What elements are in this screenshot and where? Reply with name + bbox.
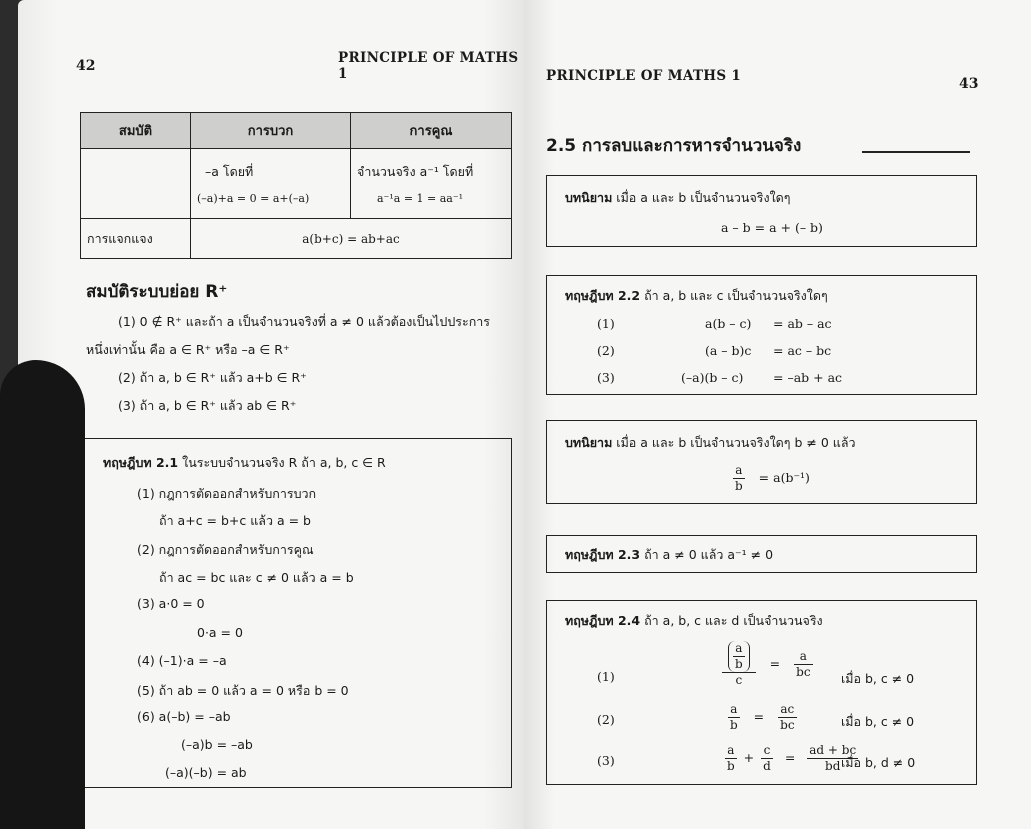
heading-underline — [862, 151, 970, 153]
subsystem-item: (2) ถ้า a, b ∈ R⁺ แล้ว a+b ∈ R⁺ — [118, 370, 307, 385]
theorem-item-lhs: a(b – c) — [705, 316, 752, 331]
theorem-item-label: (2) — [597, 343, 615, 358]
table-cell — [191, 149, 351, 219]
left-page — [18, 0, 524, 829]
table-row — [81, 219, 512, 259]
subsystem-heading: สมบัติระบบย่อย R⁺ — [86, 282, 228, 302]
running-head-left: PRINCIPLE OF MATHS 1 — [338, 50, 519, 82]
theorem-line: (3) a·0 = 0 — [137, 596, 205, 611]
table-header-row — [81, 113, 512, 149]
page-number-left: 42 — [76, 58, 96, 74]
theorem-statement: ถ้า a ≠ 0 แล้ว a⁻¹ ≠ 0 — [644, 547, 774, 562]
table-cell — [81, 149, 191, 219]
table-header: การบวก — [191, 113, 351, 149]
running-head-right: PRINCIPLE OF MATHS 1 — [546, 68, 742, 84]
theorem-line: ถ้า ac = bc และ c ≠ 0 แล้ว a = b — [159, 570, 354, 585]
inverse-mul-formula: a⁻¹a = 1 = aa⁻¹ — [377, 192, 464, 205]
inverse-add-label: –a โดยที่ — [205, 164, 254, 179]
theorem-title: ทฤษฎีบท 2.1 — [103, 455, 179, 470]
theorem-2-2-box — [546, 275, 977, 395]
theorem-title: ทฤษฎีบท 2.3 — [565, 547, 641, 562]
theorem-item-label: (3) — [597, 370, 615, 385]
properties-table — [80, 112, 512, 259]
section-heading: 2.5 การลบและการหารจำนวนจริง — [546, 136, 802, 156]
theorem-item-lhs: (a – b)c — [705, 343, 752, 358]
theorem-item-label: (3) — [597, 753, 615, 768]
definition-formula-rhs: = a(b⁻¹) — [758, 470, 810, 485]
page-number-right: 43 — [959, 76, 979, 92]
fraction-equation: $\frac{a}{b}$ = $\frac{ac}{bc}$ — [730, 702, 795, 732]
right-page — [524, 0, 1031, 829]
table-cell — [351, 149, 512, 219]
definition-text: เมื่อ a และ b เป็นจำนวนจริงใดๆ b ≠ 0 แล้ว — [616, 435, 856, 450]
theorem-line: (1) กฎการตัดออกสำหรับการบวก — [137, 486, 317, 501]
theorem-line: (6) a(–b) = –ab — [137, 709, 231, 724]
theorem-title: ทฤษฎีบท 2.2 — [565, 288, 641, 303]
definition-subtraction-box — [546, 175, 977, 247]
theorem-line: ถ้า a+c = b+c แล้ว a = b — [159, 513, 311, 528]
theorem-line: (–a)b = –ab — [181, 737, 253, 752]
subsystem-item: หนึ่งเท่านั้น คือ a ∈ R⁺ หรือ –a ∈ R⁺ — [86, 342, 290, 357]
division-fraction: $\frac{a}{b}$ — [735, 463, 743, 493]
theorem-2-4-box — [546, 600, 977, 785]
theorem-line: (2) กฎการตัดออกสำหรับการคูณ — [137, 542, 314, 557]
theorem-item-condition: เมื่อ b, c ≠ 0 — [841, 671, 915, 686]
theorem-item-label: (1) — [597, 669, 615, 684]
inverse-mul-label: จำนวนจริง a⁻¹ โดยที่ — [357, 164, 474, 179]
subsystem-item: (1) 0 ∉ R⁺ และถ้า a เป็นจำนวนจริงที่ a ≠ 0 แล้วต้องเป็นไปประการ — [118, 314, 491, 329]
theorem-item-rhs: = ac – bc — [773, 343, 832, 358]
fraction-sum-equation: $\frac{a}{b}$ + $\frac{c}{d}$ = $\frac{ad + bc}{bd}$ — [727, 743, 857, 773]
theorem-item-condition: เมื่อ b, d ≠ 0 — [841, 755, 916, 770]
theorem-statement: ถ้า a, b, c และ d เป็นจำนวนจริง — [644, 613, 823, 628]
theorem-item-lhs: (–a)(b – c) — [681, 370, 744, 385]
definition-division-box — [546, 420, 977, 504]
thumb-shadow — [0, 360, 85, 829]
compound-fraction: $\frac{\frac{a}{b}}{c}$ = $\frac{a}{bc}$ — [722, 641, 813, 688]
table-row — [81, 149, 512, 219]
table-cell: การแจกแจง — [81, 219, 191, 259]
definition-title: บทนิยาม — [565, 435, 613, 450]
theorem-item-label: (1) — [597, 316, 615, 331]
theorem-line: (5) ถ้า ab = 0 แล้ว a = 0 หรือ b = 0 — [137, 683, 349, 698]
table-header: สมบัติ — [81, 113, 191, 149]
theorem-item-rhs: = ab – ac — [773, 316, 832, 331]
theorem-statement: ถ้า a, b และ c เป็นจำนวนจริงใดๆ — [644, 288, 828, 303]
theorem-line: 0·a = 0 — [197, 625, 243, 640]
subsystem-item: (3) ถ้า a, b ∈ R⁺ แล้ว ab ∈ R⁺ — [118, 398, 297, 413]
theorem-statement: ในระบบจำนวนจริง R ถ้า a, b, c ∈ R — [182, 455, 386, 470]
theorem-item-rhs: = –ab + ac — [773, 370, 843, 385]
table-header: การคูณ — [351, 113, 512, 149]
theorem-item-condition: เมื่อ b, c ≠ 0 — [841, 714, 915, 729]
theorem-2-1-box — [84, 438, 512, 788]
definition-text: เมื่อ a และ b เป็นจำนวนจริงใดๆ — [616, 190, 791, 205]
inverse-add-formula: (–a)+a = 0 = a+(–a) — [197, 192, 310, 205]
definition-title: บทนิยาม — [565, 190, 613, 205]
theorem-line: (–a)(–b) = ab — [165, 765, 247, 780]
theorem-2-3-box — [546, 535, 977, 573]
definition-formula: a – b = a + (– b) — [721, 220, 823, 235]
theorem-title: ทฤษฎีบท 2.4 — [565, 613, 641, 628]
theorem-line: (4) (–1)·a = –a — [137, 653, 227, 668]
distributive-formula: a(b+c) = ab+ac — [191, 219, 512, 259]
theorem-item-label: (2) — [597, 712, 615, 727]
